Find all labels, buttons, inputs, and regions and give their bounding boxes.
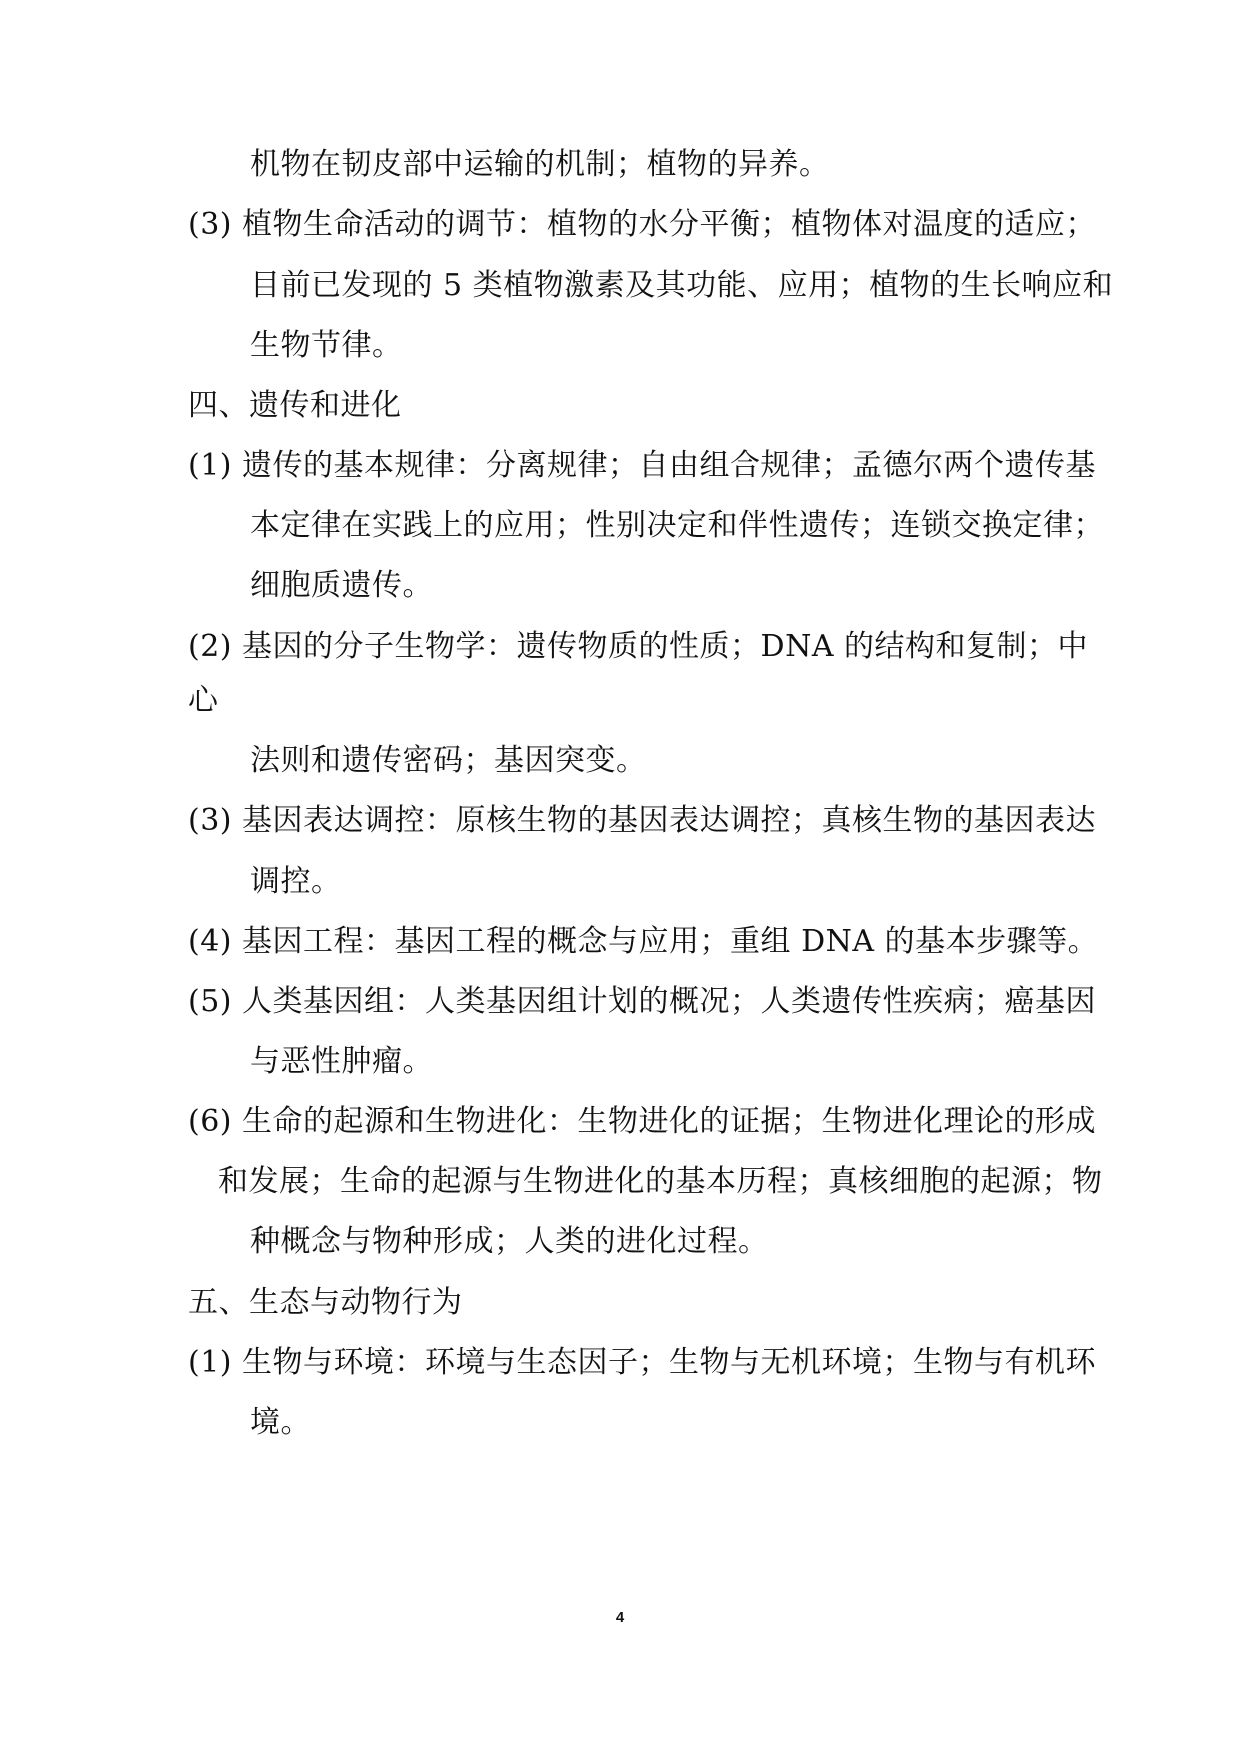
text-line: 本定律在实践上的应用；性别决定和伴性遗传；连锁交换定律；	[250, 508, 1104, 543]
text-line: 目前已发现的 5 类植物激素及其功能、应用；植物的生长响应和	[250, 268, 1114, 303]
text-line: 细胞质遗传。	[250, 568, 433, 603]
text-line: 生物节律。	[250, 328, 403, 363]
page-number: 4	[615, 1609, 625, 1626]
text-line: (3) 植物生命活动的调节：植物的水分平衡；植物体对温度的适应；	[188, 207, 1097, 242]
text-line: (3) 基因表达调控：原核生物的基因表达调控；真核生物的基因表达	[188, 803, 1097, 838]
section-heading: 四、遗传和进化	[188, 388, 402, 423]
text-line: (4) 基因工程：基因工程的概念与应用；重组 DNA 的基本步骤等。	[188, 924, 1099, 959]
text-line: (2) 基因的分子生物学：遗传物质的性质；DNA 的结构和复制；中	[188, 629, 1089, 664]
section-heading: 五、生态与动物行为	[188, 1285, 463, 1320]
text-line: (6) 生命的起源和生物进化：生物进化的证据；生物进化理论的形成	[188, 1104, 1097, 1139]
text-line: 境。	[250, 1405, 311, 1440]
text-line: 机物在韧皮部中运输的机制；植物的异养。	[250, 147, 830, 182]
text-line: 种概念与物种形成；人类的进化过程。	[250, 1224, 769, 1259]
text-line: 调控。	[250, 864, 342, 899]
text-line: 心	[188, 683, 219, 718]
text-line: 与恶性肿瘤。	[250, 1044, 433, 1079]
text-line: (1) 遗传的基本规律：分离规律；自由组合规律；孟德尔两个遗传基	[188, 448, 1097, 483]
text-line: (1) 生物与环境：环境与生态因子；生物与无机环境；生物与有机环	[188, 1345, 1097, 1380]
text-line: (5) 人类基因组：人类基因组计划的概况；人类遗传性疾病；癌基因	[188, 984, 1097, 1019]
text-line: 和发展；生命的起源与生物进化的基本历程；真核细胞的起源；物	[218, 1164, 1103, 1199]
text-line: 法则和遗传密码；基因突变。	[250, 743, 647, 778]
